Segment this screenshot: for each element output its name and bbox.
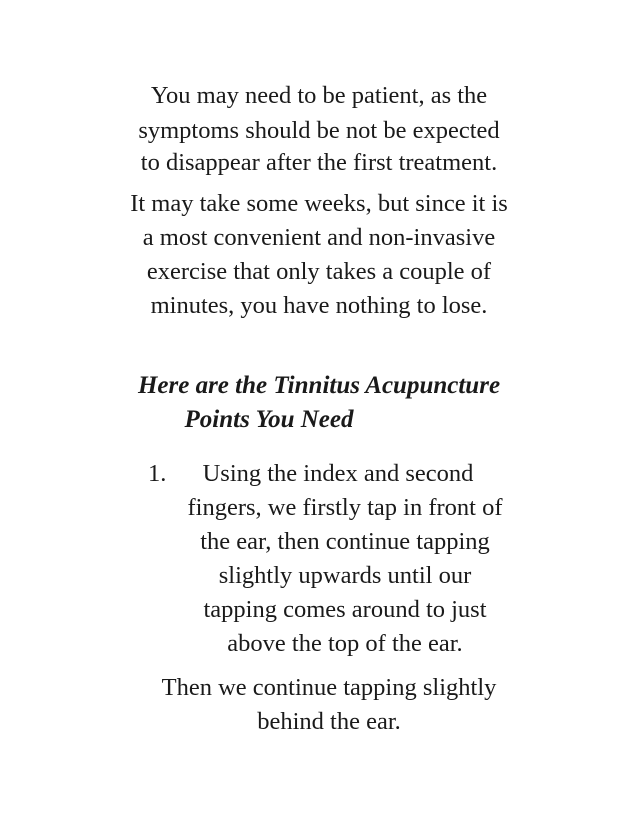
list-item-line: the ear, then continue tapping <box>200 528 490 555</box>
list-item-line: fingers, we firstly tap in front of <box>187 494 503 521</box>
list-item-line: Using the index and second <box>202 460 474 487</box>
text-line: to disappear after the first treatment. <box>140 149 498 176</box>
text-line: You may need to be patient, as the <box>150 82 488 109</box>
text-line: It may take some weeks, but since it is <box>130 190 508 217</box>
list-marker: 1. <box>148 460 167 487</box>
list-item-line: above the top of the ear. <box>227 630 463 657</box>
text-line: minutes, you have nothing to lose. <box>150 292 488 319</box>
heading-line: Points You Need <box>184 406 354 433</box>
text-line: behind the ear. <box>257 708 401 735</box>
list-item-line: tapping comes around to just <box>203 596 487 623</box>
text-line: exercise that only takes a couple of <box>146 258 492 285</box>
text-line: Then we continue tapping slightly <box>161 674 497 701</box>
list-item-line: slightly upwards until our <box>218 562 472 589</box>
heading-line: Here are the Tinnitus Acupuncture <box>137 372 501 399</box>
text-line: a most convenient and non-invasive <box>142 224 496 251</box>
text-line: symptoms should be not be expected <box>138 117 500 144</box>
